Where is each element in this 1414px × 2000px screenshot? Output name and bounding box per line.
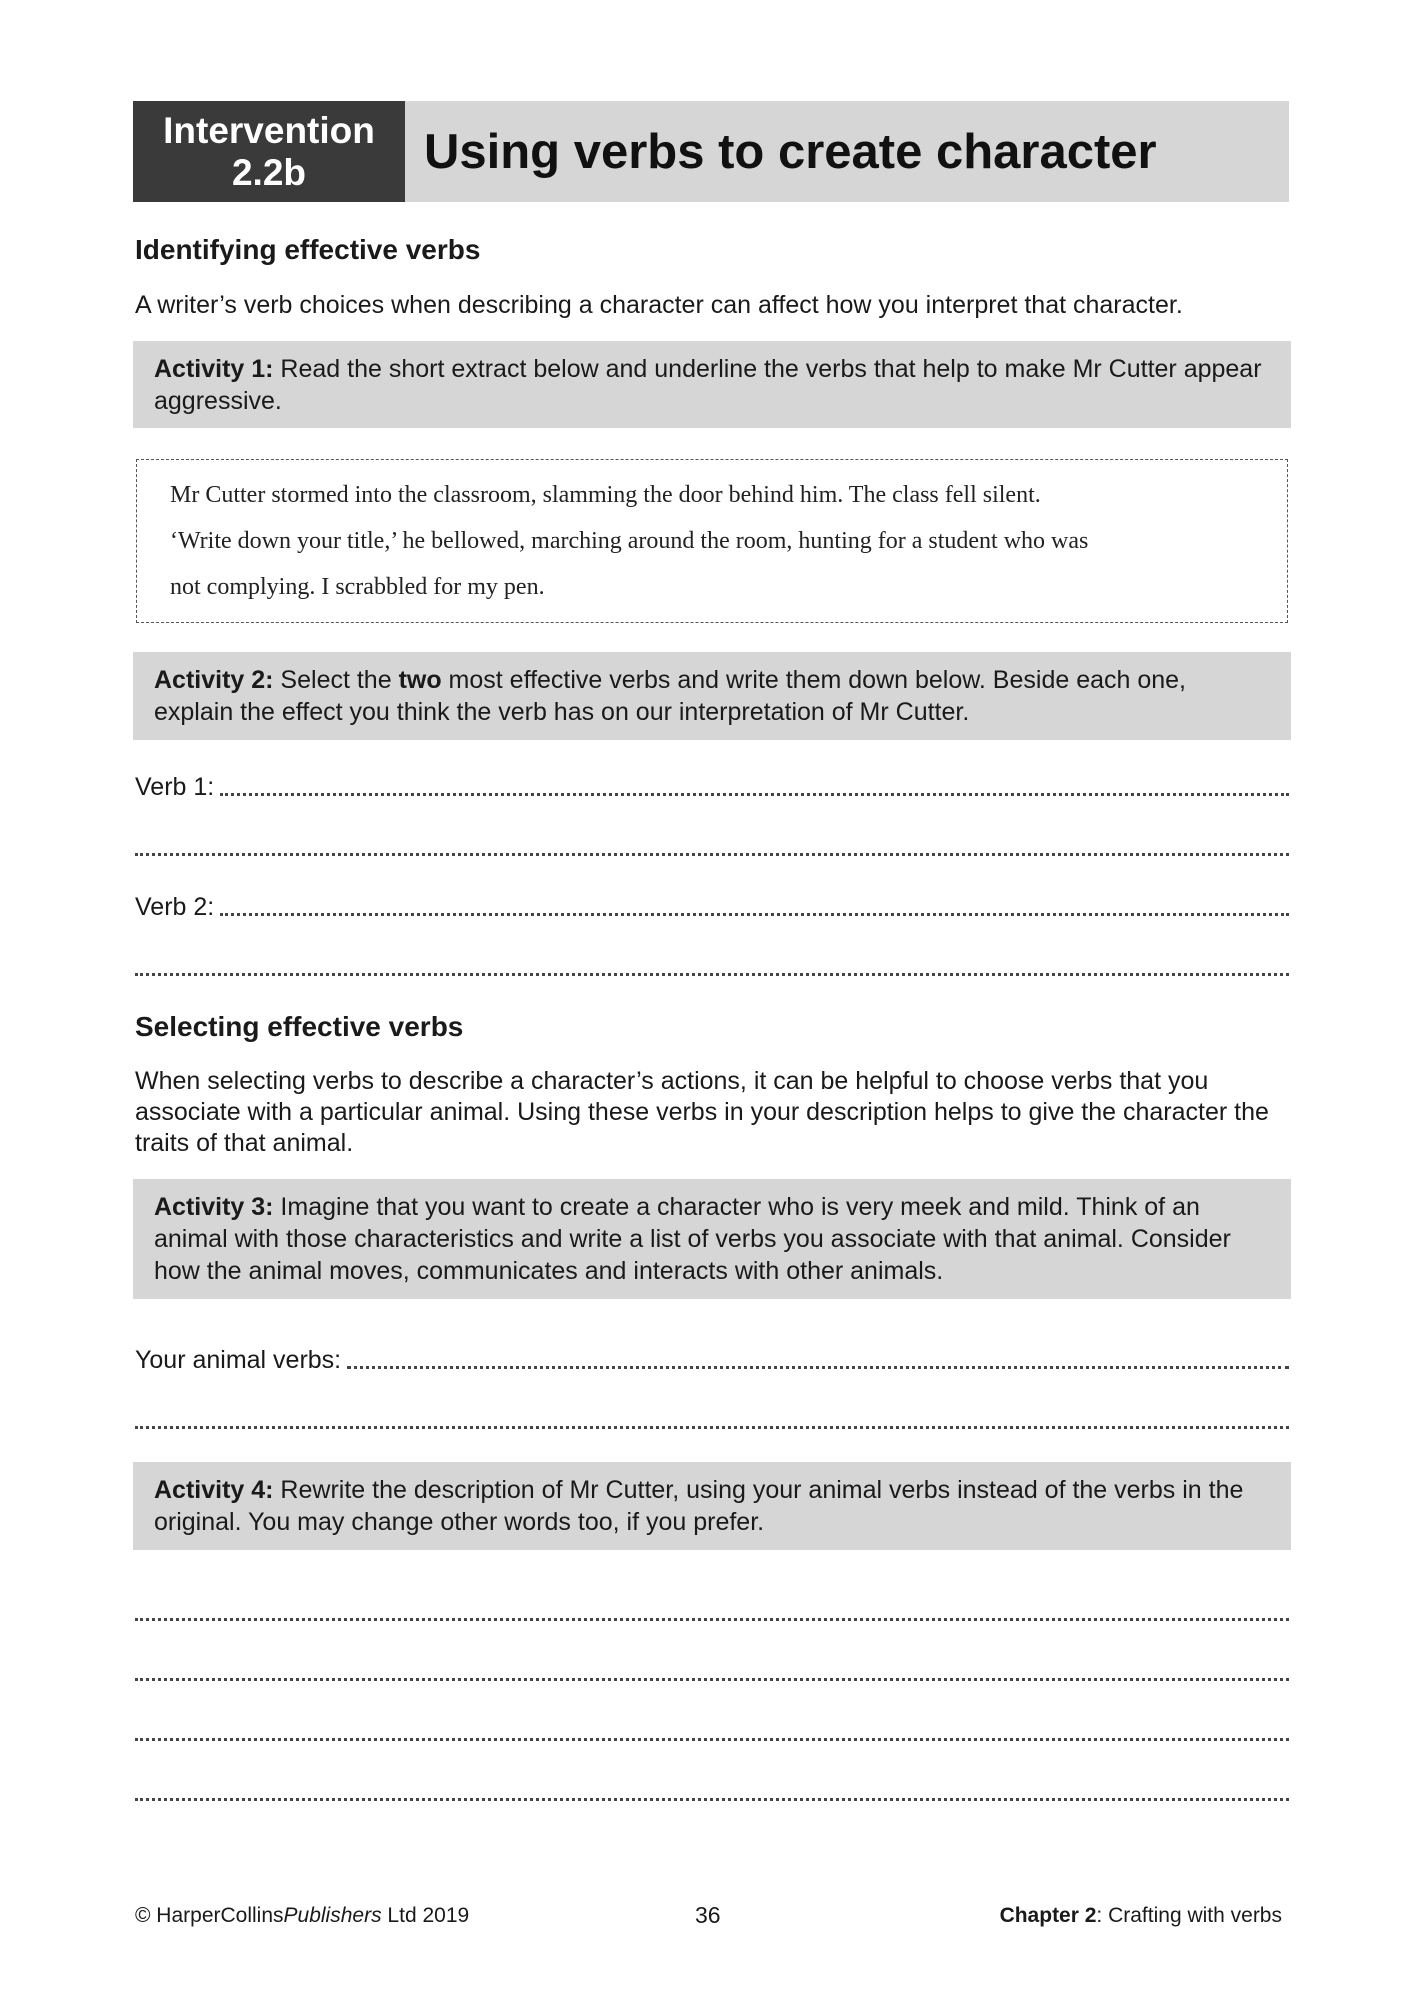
footer-copyright xyxy=(135,1904,469,1928)
animal-verbs-label: Your animal verbs: xyxy=(135,1346,342,1374)
page-title: Using verbs to create character xyxy=(424,124,1157,179)
page-title-bar xyxy=(405,101,1289,202)
extract-box xyxy=(136,459,1288,623)
verb-1-continuation-line[interactable] xyxy=(135,828,1289,862)
activity-1-box xyxy=(133,341,1291,428)
copyright-suffix: Ltd 2019 xyxy=(381,1904,470,1927)
answer-dotted-line[interactable] xyxy=(135,1798,1289,1801)
rewrite-answer-line-1[interactable] xyxy=(135,1593,1289,1627)
activity-3-text: Imagine that you want to create a character who is very meek and mild. Think of an animal with those characteristics and write a list of verbs you associate with that animal. Consider how the animal moves, communicates and interacts with other animals. xyxy=(154,1193,1231,1285)
copyright-italic: Publishers xyxy=(283,1904,382,1927)
verb-2-continuation-line[interactable] xyxy=(135,948,1289,982)
rewrite-answer-line-3[interactable] xyxy=(135,1713,1289,1747)
activity-4-label: Activity 4: xyxy=(154,1476,274,1504)
rewrite-answer-line-4[interactable] xyxy=(135,1773,1289,1807)
chapter-number: Chapter 2 xyxy=(999,1904,1097,1927)
extract-line-3: not complying. I scrabbled for my pen. xyxy=(170,574,545,600)
animal-verbs-answer-line[interactable] xyxy=(135,1341,1289,1375)
extract-line-1: Mr Cutter stormed into the classroom, slamming the door behind him. The class fell silent. xyxy=(170,482,1041,508)
page-number: 36 xyxy=(695,1902,721,1928)
answer-dotted-line[interactable] xyxy=(135,1738,1289,1741)
rewrite-answer-line-2[interactable] xyxy=(135,1653,1289,1687)
activity-2-label: Activity 2: xyxy=(154,666,274,694)
copyright-prefix: © HarperCollins xyxy=(135,1904,284,1927)
chapter-title: : Crafting with verbs xyxy=(1096,1904,1282,1927)
answer-dotted-line[interactable] xyxy=(220,913,1289,916)
answer-dotted-line[interactable] xyxy=(135,1426,1289,1429)
answer-dotted-line[interactable] xyxy=(135,1678,1289,1681)
answer-dotted-line[interactable] xyxy=(135,1618,1289,1621)
activity-1-text: Read the short extract below and underline the verbs that help to make Mr Cutter appear aggressive. xyxy=(154,355,1262,415)
activity-2-text-before: Select the xyxy=(273,666,399,694)
section-intro-identifying: A writer’s verb choices when describing a character can affect how you interpret that character. xyxy=(135,291,1183,319)
intervention-tag xyxy=(133,101,405,202)
section-heading-identifying: Identifying effective verbs xyxy=(135,234,481,265)
intervention-label: Intervention xyxy=(163,109,375,151)
verb-1-label: Verb 1: xyxy=(135,773,215,801)
activity-4-box xyxy=(133,1462,1291,1550)
activity-2-text-after: most effective verbs and write them down below. Beside each one, explain the effect you think the verb has on our interpretation of Mr Cutter. xyxy=(154,666,1187,726)
answer-dotted-line[interactable] xyxy=(347,1366,1289,1369)
footer-chapter xyxy=(1000,1904,1282,1928)
activity-4-text: Rewrite the description of Mr Cutter, using your animal verbs instead of the verbs in the original. You may change other words too, if you prefer. xyxy=(154,1476,1244,1536)
animal-verbs-continuation-line[interactable] xyxy=(135,1401,1289,1435)
verb-1-answer-line[interactable] xyxy=(135,768,1289,802)
activity-1-label: Activity 1: xyxy=(154,355,274,383)
verb-2-answer-line[interactable] xyxy=(135,888,1289,922)
activity-3-box xyxy=(133,1179,1291,1299)
extract-line-2: ‘Write down your title,’ he bellowed, marching around the room, hunting for a student who was xyxy=(170,528,1089,554)
activity-2-bold-word: two xyxy=(398,666,442,694)
activity-2-box xyxy=(133,652,1291,740)
section-intro-selecting: When selecting verbs to describe a character’s actions, it can be helpful to choose verbs that you associate with a particular animal. Using these verbs in your description helps to give the character the traits of that animal. xyxy=(135,1067,1269,1157)
intervention-number: 2.2b xyxy=(231,151,307,193)
answer-dotted-line[interactable] xyxy=(135,853,1289,856)
answer-dotted-line[interactable] xyxy=(220,793,1289,796)
section-heading-selecting: Selecting effective verbs xyxy=(135,1011,464,1042)
verb-2-label: Verb 2: xyxy=(135,893,215,921)
answer-dotted-line[interactable] xyxy=(135,973,1289,976)
activity-3-label: Activity 3: xyxy=(154,1193,274,1221)
